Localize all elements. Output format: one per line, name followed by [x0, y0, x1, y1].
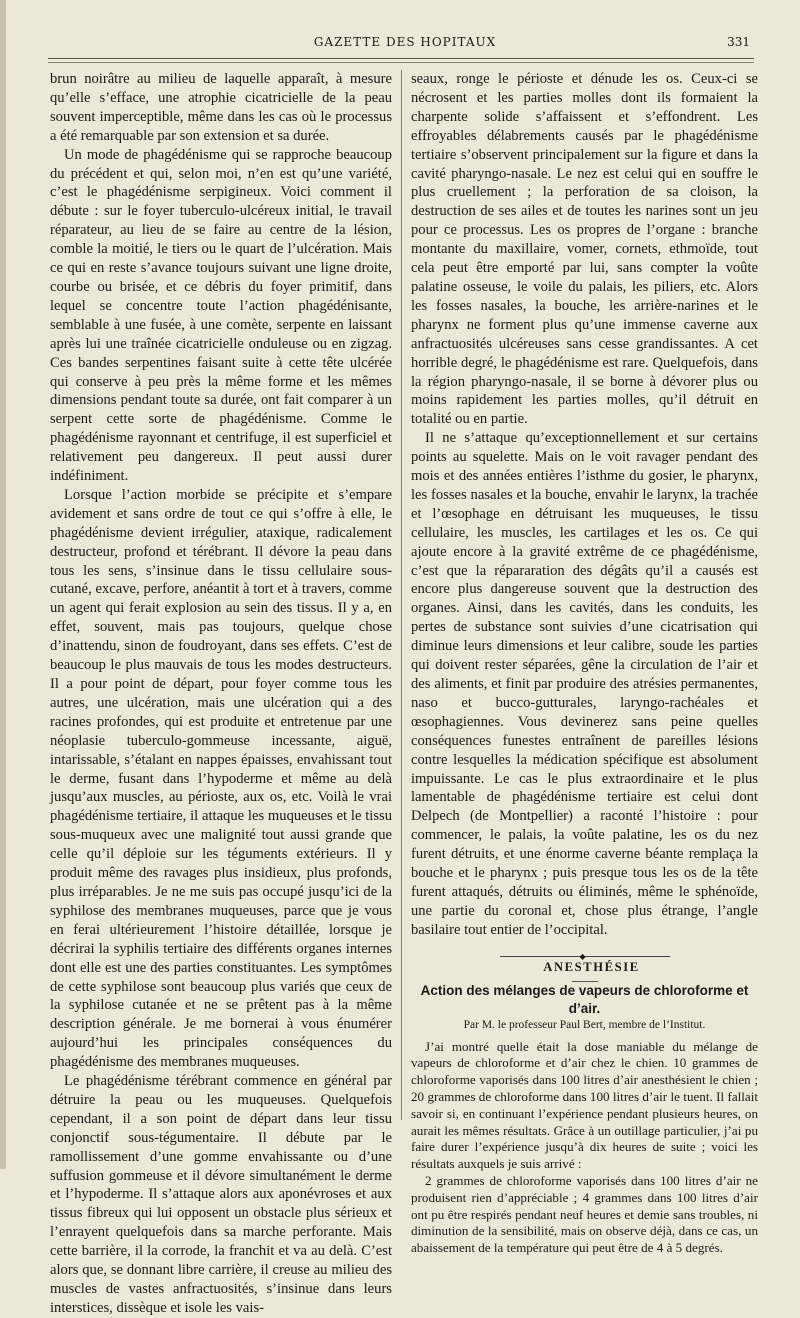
header-rule	[48, 58, 754, 59]
section-heading: ANESTHÉSIE	[543, 959, 640, 974]
paragraph: Lorsque l’action morbide se précipite et s’empare avidement et sans ordre de tout ce qui s’offre à elle, le phagédénisme devient irrégulier, ataxique, radicalement destructeur, profond et térébrant. Il dévore la peau dans tous les sens, s’insinue dans le tissu cellulaire sous-cutané, excave, perfore, anéantit à tort et à travers, comme un agent qui ferait explosion au sein des tissus. Il y a, en effet, souvent, mais pas toujours, quelque chose d’inattendu, sinon de foudroyant, dans ses effets. C’est de beaucoup le plus mauvais de tous les modes destructeurs. Il a pour point de départ, pour foyer comme tous les autres, une ulcération, mais une ulcération qui a des racines profondes, qui est produite et entretenue par une néoplasie tuberculo-gommeuse incessante, aiguë, intarissable, s’étalant en nappes épaisses, envahissant tout le derme, fusant dans l’hypoderme et même au delà jusqu’aux muscles, au périoste, aux os, etc. Voilà le vrai phagédénisme tertiaire, il attaque les muqueuses et le tissu sous-muqueux avec une malignité tout aussi grande que celle qu’il déploie sur les téguments extérieurs. Il y produit même des ravages plus insidieux, plus profonds, plus irréparables. Je ne me suis pas occupé jusqu’ici de la syphilose des membranes muqueuses, parce que je vous en ferai ultérieurement l’histoire détaillée, lorsque je décrirai la syphilis tertiaire des différents organes internes dont elle est une des parties constituantes. Les symptômes de cette syphilose sont beaucoup plus variés que ceux de la syphilose cutanée et ne se prêtent pas à la même description générale. Je me bornerai à vous énumérer aujourd’hui les principales conséquences du phagédénisme des membranes muqueuses.	[50, 486, 392, 1071]
left-column	[50, 70, 392, 1318]
article-byline: Par M. le professeur Paul Bert, membre de l’Institut.	[463, 1018, 706, 1031]
header-rule-secondary	[48, 62, 754, 63]
paragraph: 2 grammes de chloroforme vaporisés dans 100 litres d’air ne produisent rien d’appréciable ; 4 grammes dans 100 litres d’air ont pu être respirés pendant neuf heures et demie sans troubles, ni diminution de la sensibilité, mais on observe déjà, dans ce cas, un abaissement de la température qui peut être de 4 à 5 degrés.	[411, 1173, 758, 1256]
article-body	[411, 1039, 758, 1257]
paragraph: seaux, ronge le périoste et dénude les os. Ceux-ci se nécrosent et les parties molles dont ils formaient la charpente solide s’affaissent et s’effondrent. Les effroyables délabrements causés par le phagédénisme tertiaire s’observent principalement sur la figure et dans la cavité pharyngo-nasale. Le nez est celui qui en souffre le plus cruellement ; la perforation de sa cloison, la destruction de ses ailes et de toutes les narines sont un jeu pour ce processus. Les os propres de l’organe : branche montante du maxillaire, vomer, cornets, ethmoïde, tout cela peut être emporté par lui, sans compter la voûte palatine osseuse, le voile du palais, les piliers, etc. Alors les fosses nasales, la bouche, les arrière-narines et le pharynx ne forment plus qu’une immense caverne aux anfractuosités ulcéreuses sans cesse grandissantes. A cet horrible degré, le phagédénisme est rare. Quelquefois, dans la région pharyngo-nasale, il se borne à dévorer plus ou moins rapidement les parties molles, qu’il détruit en totalité ou en partie.	[411, 71, 758, 428]
paragraph: J’ai montré quelle était la dose maniable du mélange de vapeurs de chloroforme et d’air chez le chien. 10 grammes de chloroforme vaporisés dans 100 litres d’air anesthésient le chien ; 20 grammes de chloroforme dans 100 litres d’air le tuent. Il fallait savoir si, en continuant l’expérience pendant plusieurs heures, on aurait les mêmes résultats. Grâce à un outillage particulier, j’ai pu faire durer l’expérience jusqu’à dix heures de suite ; voici les résultats auxquels je suis arrivé :	[411, 1038, 758, 1172]
right-column	[411, 70, 758, 1257]
page-binding-edge	[0, 0, 6, 1169]
article-title: Action des mélanges de vapeurs de chloroforme et d’air.	[420, 982, 749, 1016]
running-head	[60, 34, 750, 52]
column-divider	[401, 70, 402, 1120]
paragraph: Le phagédénisme térébrant commence en général par détruire la peau ou les muqueuses. Quelquefois cependant, il a son point de départ dans leur tissu conjonctif sous-tégumentaire. Il débute par le ramollissement d’une gomme envahissante ou d’une suffusion gommeuse et il dévore simultanément le derme et l’hypoderme. Il s’attaque alors aux aponévroses et aux tissus fibreux qui lui opposent un obstacle plus sérieux et l’enrayent quelquefois dans sa marche perforante. Mais cette barrière, il la corrode, la franchit et va au delà. C’est alors que, se donnant libre carrière, il creuse au milieu des muscles de vastes anfractuosités, s’insinue dans leurs interstices, dissèque et isole les vais-	[50, 1073, 392, 1316]
paragraph: Un mode de phagédénisme qui se rapproche beaucoup du précédent et qui, selon moi, n’en est qu’une variété, c’est le phagédénisme serpigineux. Voici comment il débute : sur le foyer tuberculo-ulcéreux initial, le travail réparateur, au lieu de se faire au centre de la lésion, comble la moitié, le tiers ou le quart de l’ulcération. Mais ce qui en reste s’avance toujours suivant une ligne droite, courbe ou brisée, et ce débris du foyer primitif, dans lequel se concentre toute l’action phagédénisante, semblable à une fusée, à une comète, serpente en laissant après lui une traînée cicatricielle onduleuse ou en zigzag. Ces bandes serpentines faisant suite à cette tête ulcérée qui conserve à peu près la même forme et les mêmes dimensions pendant toute sa durée, ont fait comparer à un serpent cette sorte de phagédénisme. Comme le phagédénisme rayonnant et centrifuge, il est superficiel et relativement peu dangereux. Il peut aussi durer indéfiniment.	[50, 146, 392, 485]
page-number: 331	[727, 35, 750, 49]
paragraph: brun noirâtre au milieu de laquelle apparaît, à mesure qu’elle s’efface, une atrophie cicatricielle de la peau souvent imperceptible, même dans les cas où le processus a été remarquable par son extension et sa durée.	[50, 71, 392, 144]
section-separator	[500, 951, 670, 961]
ornament-icon: ◆	[579, 951, 586, 961]
paragraph: Il ne s’attaque qu’exceptionnellement et sur certains points au squelette. Mais on le voit ravager pendant des mois et des années entières l’isthme du gosier, le pharynx, les fosses nasales et la bouche, envahir le larynx, la trachée et l’œsophage en détruisant les muqueuses, le tissu cellulaire, les muscles, les cartilages et les os. Ce qui ajoute encore à la gravité extrême de ce phagédénisme, c’est que la répararation des dégâts qu’il a causés est encore plus dangereuse souvent que la destruction des organes. Ainsi, dans les cavités, dans les conduits, les pertes de substance sont suivies d’une cicatrisation qui diminue leurs dimensions et leur calibre, soude les parties qui doivent rester séparées, gêne la circulation de l’air et des aliments, et finit par produire des atrésies permanentes, naso et bucco-gutturales, laryngo-rachéales et œsophagiennes. Vous devinerez sans peine quelles conséquences funestes entraînent de pareilles lésions contre lesquelles la médication spécifique est absolument impuissante. Le cas le plus extraordinaire et le plus lamentable de phagédénisme tertiaire est celui dont Delpech (de Montpellier) a raconté l’histoire : pour commencer, le palais, la voûte palatine, les os du nez furent détruits, et une énorme caverne béante remplaça la bouche et le pharynx ; puis presque tous les os de la tête furent attaqués, détruits ou éliminés, même le sphénoïde, une partie du coronal et, chose plus étrange, l’angle basilaire tout entier de l’occipital.	[411, 430, 758, 938]
publication-title: GAZETTE DES HOPITAUX	[313, 35, 497, 49]
